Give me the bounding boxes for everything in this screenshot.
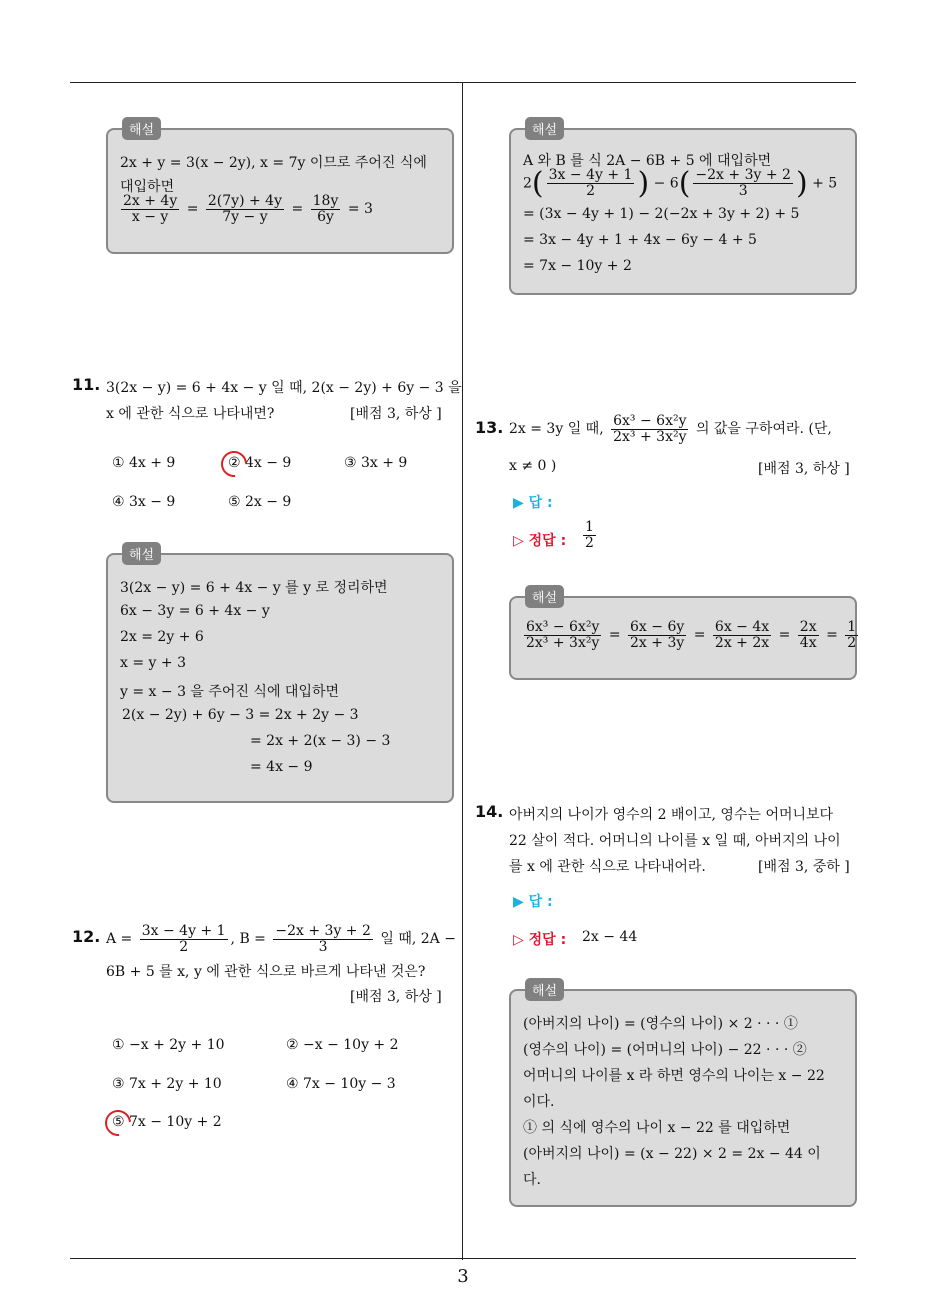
- question-text: 3(2x − y) = 6 + 4x − y 일 때, 2(x − 2y) + 6y − 3 을: [106, 380, 462, 396]
- fraction: $\frac{2(7y) + 4y}{7y - y}$: [207, 193, 282, 225]
- solution-tag: 해설: [525, 117, 564, 140]
- choice-1[interactable]: ① 4x + 9: [112, 455, 176, 471]
- solution-line: 6x − 3y = 6 + 4x − y: [120, 603, 270, 619]
- fraction: $\frac{3x - 4y + 1}{2}$: [548, 167, 633, 199]
- solution-line: 2x = 2y + 6: [120, 629, 204, 645]
- solution-line: 다.: [523, 1172, 541, 1188]
- solution-box-10: [106, 123, 454, 254]
- solution-line: x = y + 3: [120, 655, 186, 671]
- choice-2[interactable]: ② −x − 10y + 2: [286, 1037, 399, 1053]
- page-number: 3: [457, 1266, 469, 1287]
- question-text: A = $\frac{3x - 4y + 1}{2}$ , B = $\frac{-2x + 3y + 2}{3}$ 일 때, 2A −: [106, 923, 456, 955]
- solution-box-12: [509, 123, 857, 295]
- solution-line: = 7x − 10y + 2: [523, 258, 632, 274]
- choice-3[interactable]: ③ 3x + 9: [344, 455, 408, 471]
- solution-line: y = x − 3 을 주어진 식에 대입하면: [120, 684, 340, 700]
- question-text: 6B + 5 를 x, y 에 관한 식으로 바르게 나타낸 것은?: [106, 964, 426, 980]
- solution-fraction-line: $\frac{2x + 4y}{x - y}$ = $\frac{2(7y) + 4y}{7y - y}$ = $\frac{18y}{6y}$ = 3: [123, 193, 373, 225]
- solution-line: 3(2x − y) = 6 + 4x − y 를 y 로 정리하면: [120, 580, 388, 596]
- column-divider: [462, 83, 463, 1260]
- correct-answer-label: ▷ 정답 :: [513, 932, 567, 948]
- solution-tag: 해설: [525, 978, 564, 1001]
- solution-line: (아버지의 나이) = (영수의 나이) × 2 · · · ①: [523, 1016, 798, 1032]
- question-text: x 에 관한 식으로 나타내면?: [106, 406, 275, 422]
- fraction: $\frac{6x - 4x}{2x + 2x}$: [714, 619, 770, 651]
- selected-mark-icon: [216, 446, 253, 483]
- fraction: $\frac{-2x + 3y + 2}{3}$: [695, 167, 791, 199]
- fraction: $\frac{\text{6x³ − 6x²y}}{\text{2x³ + 3x²y}}$: [526, 619, 600, 651]
- solution-line: (영수의 나이) = (어머니의 나이) − 22 · · · ②: [523, 1042, 807, 1058]
- choice-4[interactable]: ④ 7x − 10y − 3: [286, 1076, 396, 1092]
- top-rule: [70, 82, 856, 83]
- question-meta: [배점 3, 하상 ]: [758, 461, 850, 477]
- question-text: 아버지의 나이가 영수의 2 배이고, 영수는 어머니보다: [509, 807, 834, 823]
- question-text: 2x = 3y 일 때, $\frac{\text{6x³ − 6x²y}}{\text{2x³ + 3x²y}}$ 의 값을 구하여라. (단,: [509, 413, 832, 445]
- fraction: $\frac{2x}{4x}$: [799, 619, 817, 651]
- correct-answer: 2x − 44: [582, 929, 638, 945]
- solution-box-11: [106, 548, 454, 803]
- solution-line: = 3x − 4y + 1 + 4x − 6y − 4 + 5: [523, 232, 757, 248]
- solution-line: = (3x − 4y + 1) − 2(−2x + 3y + 2) + 5: [523, 206, 800, 222]
- solution-box-14: [509, 984, 857, 1207]
- question-meta: [배점 3, 중하 ]: [758, 859, 850, 875]
- solution-line: 2x + y = 3(x − 2y), x = 7y 이므로 주어진 식에: [120, 155, 427, 171]
- fraction: $\frac{2x + 4y}{x - y}$: [123, 193, 178, 225]
- solution-tag: 해설: [525, 585, 564, 608]
- solution-box-13: [509, 591, 857, 680]
- question-number: 13.: [475, 418, 504, 437]
- solution-tag: 해설: [122, 117, 161, 140]
- choice-1[interactable]: ① −x + 2y + 10: [112, 1037, 225, 1053]
- question-text: x ≠ 0 ): [509, 458, 557, 474]
- question-number: 14.: [475, 802, 504, 821]
- solution-fraction-line: $\frac{\text{6x³ − 6x²y}}{\text{2x³ + 3x²y}}$ = $\frac{6x - 6y}{2x + 3y}$ = $\frac{6x - 4x}{2x + 2x}$ = $\frac{2x}{4x}$ = $\frac{1}{2}$: [526, 619, 857, 651]
- solution-line: ① 의 식에 영수의 나이 x − 22 를 대입하면: [523, 1120, 791, 1136]
- fraction: $\frac{18y}{6y}$: [312, 193, 339, 225]
- choice-5[interactable]: ⑤ 2x − 9: [228, 494, 292, 510]
- solution-line: (아버지의 나이) = (x − 22) × 2 = 2x − 44 이: [523, 1146, 821, 1162]
- solution-fraction-line: 2( $\frac{3x - 4y + 1}{2}$ ) − 6( $\frac{-2x + 3y + 2}{3}$ ) + 5: [523, 166, 838, 201]
- correct-answer-label: ▷ 정답 :: [513, 533, 567, 549]
- solution-line: = 4x − 9: [250, 759, 313, 775]
- solution-line: A 와 B 를 식 2A − 6B + 5 에 대입하면: [523, 153, 772, 169]
- fraction: $\frac{-2x + 3y + 2}{3}$: [275, 923, 371, 955]
- solution-line: 대입하면: [120, 179, 175, 195]
- correct-answer: [580, 520, 599, 550]
- fraction: $\frac{6x - 6y}{2x + 3y}$: [630, 619, 685, 651]
- solution-line: = 2x + 2(x − 3) − 3: [250, 733, 391, 749]
- fraction: $\frac{1}{2}$: [585, 519, 594, 551]
- question-meta: [배점 3, 하상 ]: [350, 989, 442, 1005]
- fraction: $\frac{3x - 4y + 1}{2}$: [141, 923, 226, 955]
- selected-mark-icon: [100, 1105, 137, 1142]
- choice-2[interactable]: ② 4x − 9: [228, 455, 292, 471]
- choice-4[interactable]: ④ 3x − 9: [112, 494, 176, 510]
- fraction: $\frac{1}{2}$: [847, 619, 857, 651]
- solution-line: 이다.: [523, 1094, 555, 1110]
- solution-line: 어머니의 나이를 x 라 하면 영수의 나이는 x − 22: [523, 1068, 825, 1084]
- choice-5[interactable]: ⑤ 7x − 10y + 2: [112, 1114, 222, 1130]
- choice-3[interactable]: ③ 7x + 2y + 10: [112, 1076, 222, 1092]
- answer-label: ▶ 답 :: [513, 894, 553, 910]
- question-number: 11.: [72, 375, 101, 394]
- question-text: 22 살이 적다. 어머니의 나이를 x 일 때, 아버지의 나이: [509, 833, 841, 849]
- question-meta: [배점 3, 하상 ]: [350, 406, 442, 422]
- answer-label: ▶ 답 :: [513, 495, 553, 511]
- question-text: 를 x 에 관한 식으로 나타내어라.: [509, 859, 706, 875]
- solution-line: 2(x − 2y) + 6y − 3 = 2x + 2y − 3: [122, 707, 359, 723]
- question-number: 12.: [72, 927, 101, 946]
- solution-tag: 해설: [122, 542, 161, 565]
- bottom-rule: [70, 1258, 856, 1259]
- fraction: $\frac{\text{6x³ − 6x²y}}{\text{2x³ + 3x²y}}$: [613, 413, 687, 445]
